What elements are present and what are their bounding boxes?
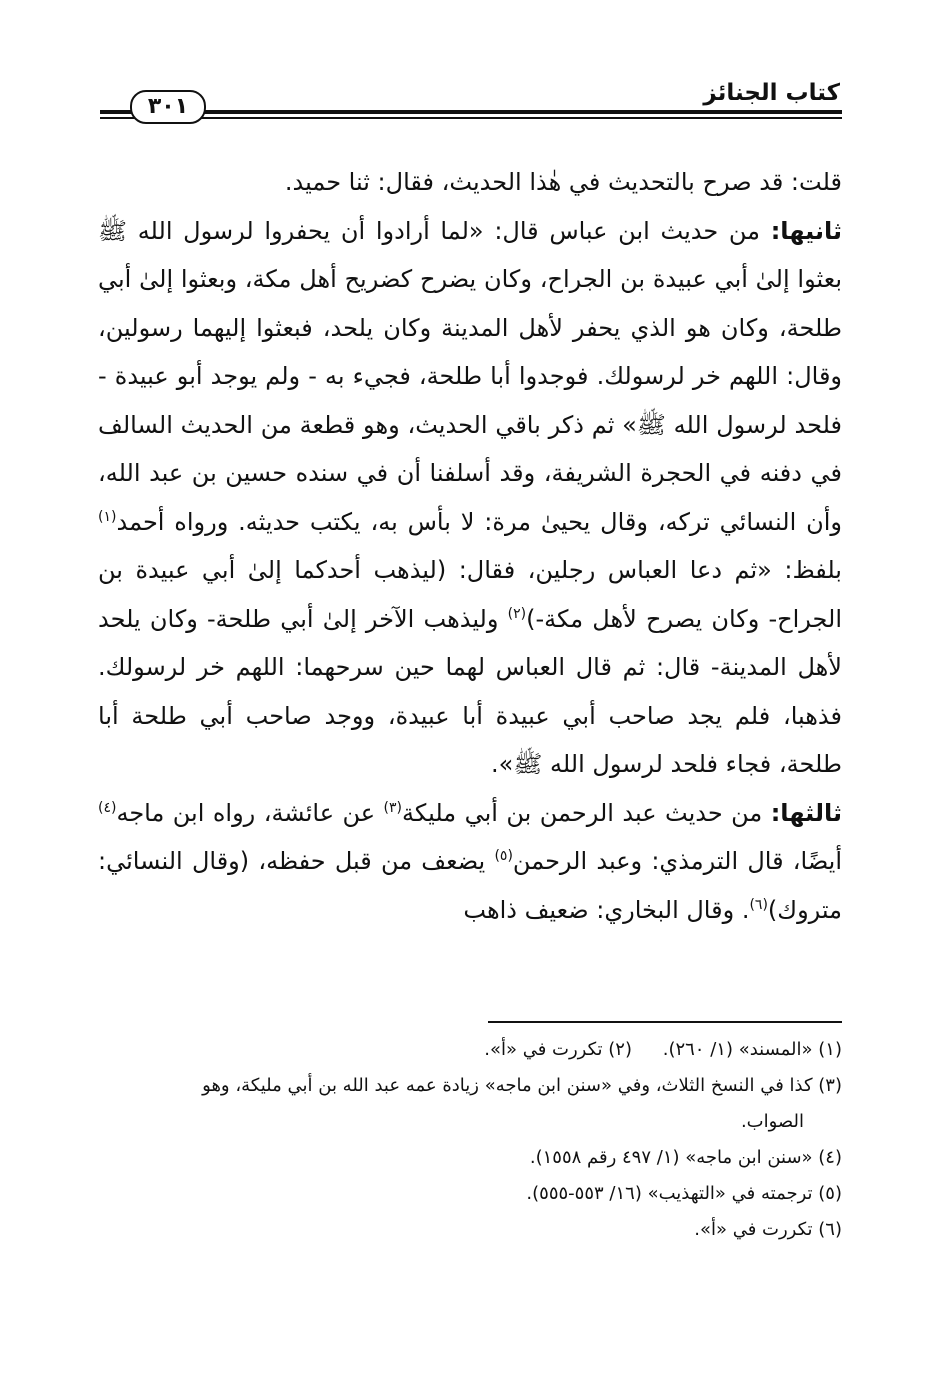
paragraph-1: قلت: قد صرح بالتحديث في هٰذا الحديث، فقال: ثنا حميد.: [284, 168, 842, 196]
footnote-row-1: [98, 1032, 842, 1068]
main-text: [98, 158, 842, 934]
footnote-separator: [488, 1021, 842, 1023]
running-title: كتاب الجنائز: [693, 80, 840, 106]
paragraph-3: [98, 789, 842, 935]
footnote-ref-5[interactable]: (٥): [494, 848, 513, 864]
footnotes: [98, 1032, 842, 1248]
paragraph-2-text-b: بلفظ: «ثم دعا العباس رجلين، فقال: (ليذهب أحدكما إلىٰ أبي عبيدة بن الجراح- وكان يصرح لأهل مكة-): [98, 556, 843, 633]
paragraph-3-lead: ثالثها:: [770, 798, 842, 827]
page-number: ٣٠١: [130, 90, 206, 124]
footnote-ref-1[interactable]: (١): [98, 508, 117, 525]
paragraph-3-text-e: . وقال البخاري: ضعيف ذاهب: [463, 895, 750, 924]
footnote-3-continued: الصواب.: [740, 1111, 804, 1132]
footnote-1: (١) «المسند» (١/ ٢٦٠).: [662, 1039, 842, 1060]
footnote-ref-6[interactable]: (٦): [749, 896, 768, 913]
paragraph-2: [98, 207, 842, 789]
paragraph-3-text-d: يضعف من قبل حفظه، (وقال النسائي: متروك): [98, 847, 842, 924]
paragraph-2-text-c: وليذهب الآخر إلىٰ أبي طلحة- وكان يلحد لأهل المدينة- قال: ثم قال العباس لهما حين سرحهما: اللهم خر لرسولك. فذهبا، فلم يجد صاحب أبي عبيدة أبا عبيدة، ووجد صاحب أبي طلحة أبا طلحة، فجاء فلحد لرسول الله ﷺ».: [98, 604, 842, 778]
footnote-3: (٣) كذا في النسخ الثلاث، وفي «سنن ابن ماجه» زيادة عمه عبد الله بن أبي مليكة، وهو: [202, 1075, 842, 1096]
header-rule-thin: [100, 117, 842, 119]
footnote-5: (٥) ترجمته في «التهذيب» (١٦/ ٥٥٣-٥٥٥).: [526, 1183, 842, 1204]
header-rule-thick: [100, 110, 842, 114]
footnote-ref-3[interactable]: (٣): [383, 799, 402, 816]
paragraph-3-text-c: أيضًا، قال الترمذي: وعبد الرحمن: [512, 847, 843, 875]
footnote-ref-2[interactable]: (٢): [507, 605, 527, 622]
paragraph-3-text-b: عن عائشة، رواه ابن ماجه: [116, 798, 384, 827]
footnote-6: (٦) تكررت في «أ».: [694, 1219, 842, 1240]
footnote-4: (٤) «سنن ابن ماجه» (١/ ٤٩٧ رقم ١٥٥٨).: [529, 1147, 842, 1168]
footnote-2: (٢) تكررت في «أ».: [484, 1039, 632, 1060]
page-header: [100, 80, 842, 124]
paragraph-3-text-a: من حديث عبد الرحمن بن أبي مليكة: [401, 798, 771, 827]
paragraph-2-lead: ثانيها:: [770, 216, 842, 245]
footnote-ref-4[interactable]: (٤): [98, 799, 117, 816]
paragraph-2-text-a: من حديث ابن عباس قال: «لما أرادوا أن يحفروا لرسول الله ﷺ بعثوا إلىٰ أبي عبيدة بن الجراح، وكان يضرح كضريح أهل مكة، وبعثوا إلىٰ أبي طلحة، وكان هو الذي يحفر لأهل المدينة وكان يلحد، فبعثوا إليهما رسولين، وقال: اللهم خر لرسولك. فوجدوا أبا طلحة، فجيء به - ولم يوجد أبو عبيدة - فلحد لرسول الله ﷺ» ثم ذكر باقي الحديث، وهو قطعة من الحديث السالف في دفنه في الحجرة الشريفة، وقد أسلفنا أن في سنده حسين بن عبد الله، وأن النسائي تركه، وقال يحيىٰ مرة: لا بأس به، يكتب حديثه. ورواه أحمد: [98, 216, 842, 536]
